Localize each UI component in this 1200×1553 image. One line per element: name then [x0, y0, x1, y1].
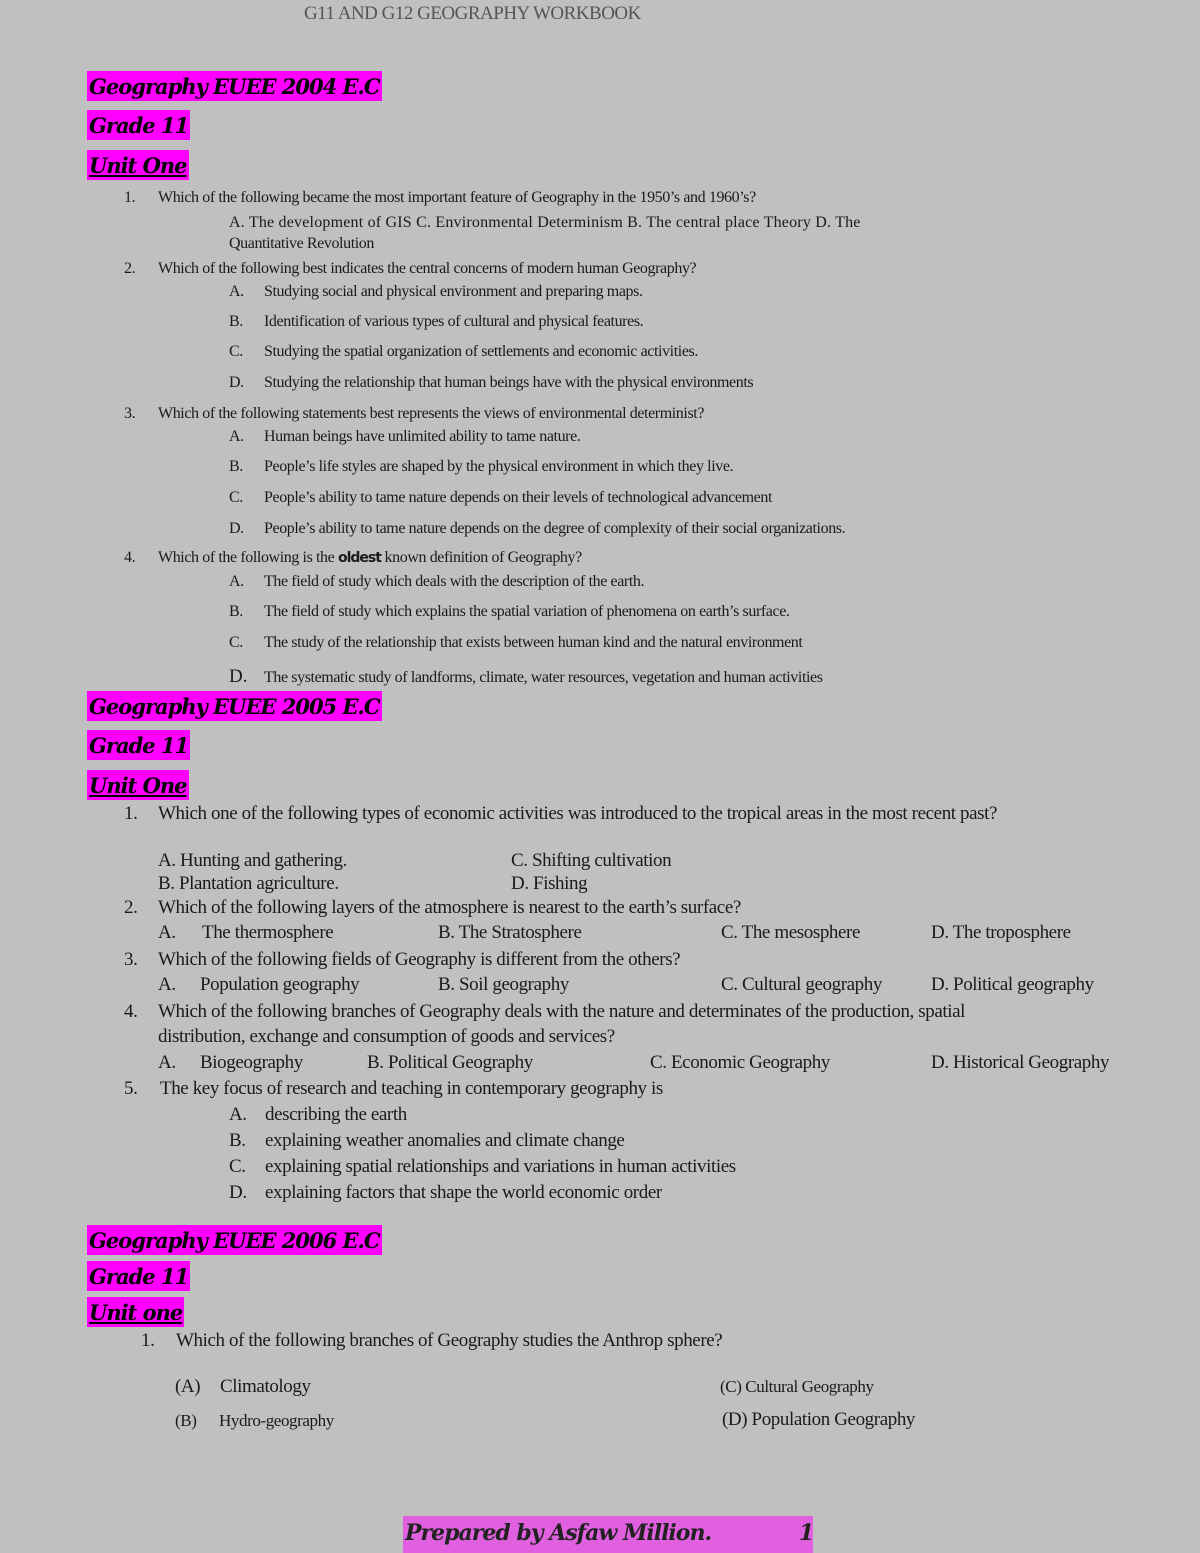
question-number: 4. — [124, 549, 136, 566]
question-text-part: known definition of Geography? — [380, 549, 582, 566]
question-number: 3. — [124, 405, 136, 422]
option-text: People’s ability to tame nature depends on the degree of complexity of their social organizations. — [264, 520, 846, 537]
question-number: 5. — [124, 1078, 138, 1099]
option-letter: B. — [229, 313, 243, 330]
option-letter: B. — [229, 458, 243, 475]
question-text: Which of the following layers of the atmosphere is nearest to the earth’s surface? — [158, 897, 741, 918]
option-text: C. Economic Geography — [650, 1052, 830, 1073]
option-text: The systematic study of landforms, climate, water resources, vegetation and human activities — [264, 669, 823, 686]
option-text: Climatology — [220, 1376, 311, 1397]
option-text: explaining weather anomalies and climate change — [265, 1130, 625, 1151]
option-letter: C. — [229, 343, 243, 360]
question-text: Which of the following statements best represents the views of environmental determinist? — [158, 405, 705, 422]
question-text: Which of the following became the most important feature of Geography in the 1950’s and 1960’s? — [158, 189, 756, 206]
option-text: explaining factors that shape the world economic order — [265, 1182, 662, 1203]
option-text: Biogeography — [200, 1052, 303, 1073]
option-line: A. The development of GIS C. Environmental Determinism B. The central place Theory D. The — [229, 214, 861, 231]
question-text: Which one of the following types of economic activities was introduced to the tropical areas in the most recent past? — [158, 803, 998, 824]
option-text: describing the earth — [265, 1104, 407, 1125]
question-text: The key focus of research and teaching in contemporary geography is — [160, 1078, 663, 1099]
question-text: Which of the following best indicates the central concerns of modern human Geography? — [158, 260, 697, 277]
option-letter: A. — [158, 922, 176, 943]
option-text: People’s life styles are shaped by the physical environment in which they live. — [264, 458, 734, 475]
option-letter: C. — [229, 1156, 246, 1177]
option-text: The study of the relationship that exists between human kind and the natural environment — [264, 634, 803, 651]
page-header: G11 AND G12 GEOGRAPHY WORKBOOK — [304, 3, 641, 24]
page-number: 1 — [799, 1520, 814, 1546]
option-text: (C) Cultural Geography — [720, 1377, 874, 1396]
option-text: explaining spatial relationships and variations in human activities — [265, 1156, 736, 1177]
question-text: distribution, exchange and consumption of goods and services? — [158, 1026, 615, 1047]
option-text: Studying the relationship that human beings have with the physical environments — [264, 374, 754, 391]
option-text: Population geography — [200, 974, 360, 995]
footer-bar — [403, 1516, 813, 1553]
option-letter: D. — [229, 374, 244, 391]
option-text: B. Plantation agriculture. — [158, 873, 339, 894]
option-letter: A. — [229, 428, 244, 445]
option-text: The field of study which explains the spatial variation of phenomena on earth’s surface. — [264, 603, 790, 620]
question-text: Which of the following fields of Geography is different from the others? — [158, 949, 681, 970]
grade-label: Grade 11 — [87, 110, 190, 140]
option-letter: B. — [229, 603, 243, 620]
footer-author: Prepared by Asfaw Million. — [405, 1520, 712, 1546]
question-text: Which of the following branches of Geography deals with the nature and determinates of the production, spatial — [158, 1001, 966, 1022]
option-letter: A. — [229, 573, 244, 590]
section-title-2004: Geography EUEE 2004 E.C — [87, 71, 382, 101]
option-text: B. Soil geography — [438, 974, 569, 995]
option-text: Human beings have unlimited ability to tame nature. — [264, 428, 581, 445]
grade-label: Grade 11 — [87, 730, 190, 760]
option-letter: B. — [229, 1130, 246, 1151]
option-letter: A. — [229, 1104, 247, 1125]
option-letter: (B) — [175, 1411, 197, 1430]
option-text: B. The Stratosphere — [438, 922, 582, 943]
option-line: Quantitative Revolution — [229, 235, 374, 252]
option-text: A. Hunting and gathering. — [158, 850, 347, 871]
option-text: The thermosphere — [202, 922, 334, 943]
option-text: D. Political geography — [931, 974, 1094, 995]
unit-label: Unit one — [87, 1297, 184, 1327]
option-text: D. Historical Geography — [931, 1052, 1110, 1073]
option-letter: A. — [158, 1052, 176, 1073]
option-text: Identification of various types of cultural and physical features. — [264, 313, 644, 330]
option-text: D. The troposphere — [931, 922, 1071, 943]
option-text: C. The mesosphere — [721, 922, 861, 943]
option-text: C. Shifting cultivation — [511, 850, 672, 871]
question-number: 2. — [124, 897, 138, 918]
option-text: Hydro-geography — [219, 1411, 334, 1430]
option-text: Studying the spatial organization of settlements and economic activities. — [264, 343, 698, 360]
emphasis-word: oldest — [337, 550, 381, 566]
option-text: The field of study which deals with the description of the earth. — [264, 573, 645, 590]
option-text: People’s ability to tame nature depends on their levels of technological advancement — [264, 489, 773, 506]
option-letter: C. — [229, 489, 243, 506]
option-letter: D. — [229, 1182, 247, 1203]
option-letter: A. — [158, 974, 176, 995]
section-title-2006: Geography EUEE 2006 E.C — [87, 1225, 382, 1255]
option-letter: D. — [229, 520, 244, 537]
option-text: B. Political Geography — [367, 1052, 533, 1073]
option-text: Studying social and physical environment and preparing maps. — [264, 283, 643, 300]
question-number: 1. — [141, 1330, 155, 1351]
question-text-part: Which of the following is the — [158, 549, 338, 566]
option-text: C. Cultural geography — [721, 974, 882, 995]
unit-label: Unit One — [87, 150, 189, 180]
option-letter: C. — [229, 634, 243, 651]
option-letter: D. — [229, 666, 248, 687]
question-number: 1. — [124, 803, 138, 824]
option-letter: A. — [229, 283, 244, 300]
unit-label: Unit One — [87, 770, 189, 800]
question-number: 3. — [124, 949, 138, 970]
question-text — [158, 549, 582, 567]
question-number: 1. — [124, 189, 136, 206]
question-number: 4. — [124, 1001, 138, 1022]
section-title-2005: Geography EUEE 2005 E.C — [87, 691, 382, 721]
question-number: 2. — [124, 260, 136, 277]
grade-label: Grade 11 — [87, 1261, 190, 1291]
option-letter: (A) — [175, 1376, 201, 1397]
option-text: (D) Population Geography — [722, 1409, 916, 1430]
question-text: Which of the following branches of Geography studies the Anthrop sphere? — [176, 1330, 723, 1351]
option-text: D. Fishing — [511, 873, 588, 894]
